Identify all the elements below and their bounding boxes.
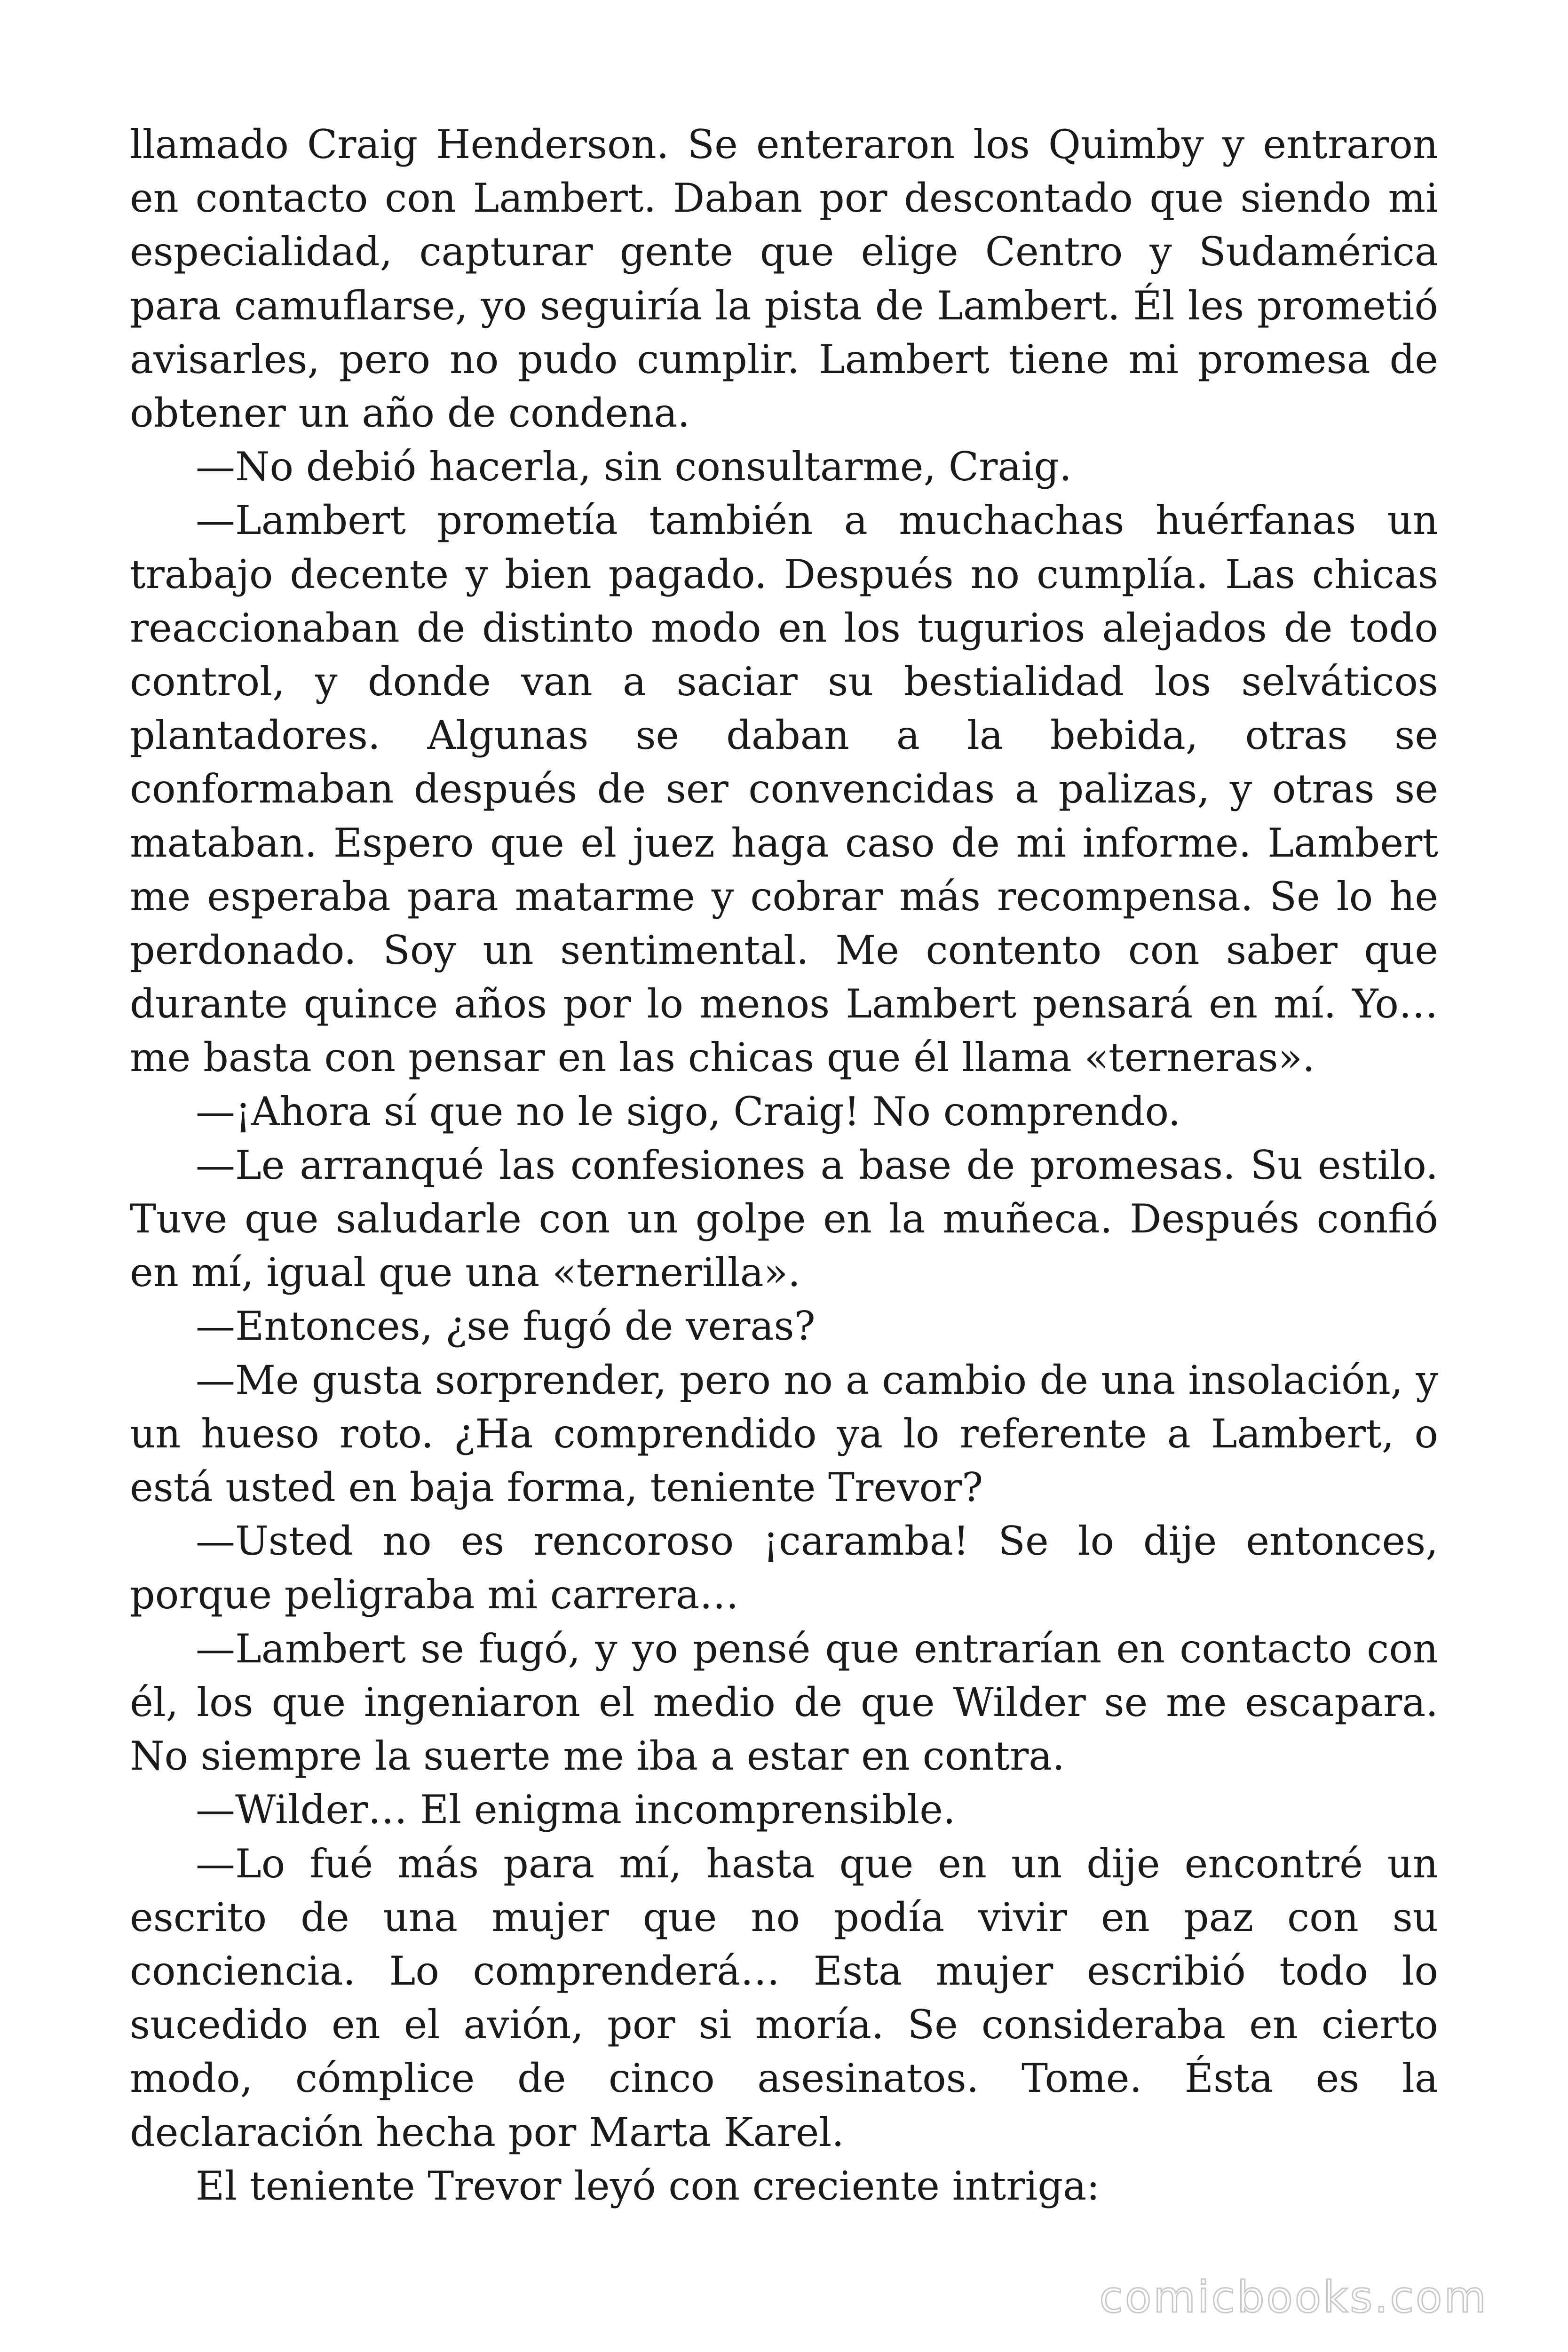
paragraph-2: —No debió hacerla, sin consultarme, Craig. [196,444,1072,490]
paragraph-1: llamado Craig Henderson. Se enteraron los Quimby y entraron en contacto con Lambert. Daban por descontado que siendo mi especialidad, capturar gente que elige Centro y Sudamérica para camuflarse, yo seguiría la pista de Lambert. Él les prometió avisarles, pero no pudo cumplir. Lambert tiene mi promesa de obtener un año de condena. [130,121,1438,437]
watermark: comicbooks.com [1099,2272,1488,2322]
paragraph-10: —Wilder… El enigma incomprensible. [196,1787,956,1833]
paragraph-4: —¡Ahora sí que no le sigo, Craig! No comprendo. [196,1088,1181,1135]
paragraph-12: El teniente Trevor leyó con creciente intriga: [196,2162,1100,2209]
paragraph-7: —Me gusta sorprender, pero no a cambio de una insolación, y un hueso roto. ¿Ha comprendido ya lo referente a Lambert, o está usted en baja forma, teniente Trevor? [130,1357,1438,1511]
paragraph-9: —Lambert se fugó, y yo pensé que entrarían en contacto con él, los que ingeniaron el medio de que Wilder se me escapara. No siempre la suerte me iba a estar en contra. [130,1625,1438,1780]
paragraph-8: —Usted no es rencoroso ¡caramba! Se lo dije entonces, porque peligraba mi carrera… [130,1518,1438,1618]
paragraph-5: —Le arranqué las confesiones a base de promesas. Su estilo. Tuve que saludarle con un golpe en la muñeca. Después confió en mí, igual que una «ternerilla». [130,1142,1438,1296]
paragraph-11: —Lo fué más para mí, hasta que en un dije encontré un escrito de una mujer que no podía vivir en paz con su conciencia. Lo comprenderá… Esta mujer escribió todo lo sucedido en el avión, por si moría. Se consideraba en cierto modo, cómplice de cinco asesinatos. Tome. Ésta es la declaración hecha por Marta Karel. [130,1840,1438,2155]
body-text [130,118,1438,2213]
paragraph-6: —Entonces, ¿se fugó de veras? [196,1303,816,1350]
paragraph-3: —Lambert prometía también a muchachas huérfanas un trabajo decente y bien pagado. Después no cumplía. Las chicas reaccionaban de distinto modo en los tugurios alejados de todo control, y donde van a saciar su bestialidad los selváticos plantadores. Algunas se daban a la bebida, otras se conformaban después de ser convencidas a palizas, y otras se mataban. Espero que el juez haga caso de mi informe. Lambert me esperaba para matarme y cobrar más recompensa. Se lo he perdonado. Soy un sentimental. Me contento con saber que durante quince años por lo menos Lambert pensará en mí. Yo… me basta con pensar en las chicas que él llama «terneras». [130,497,1438,1081]
